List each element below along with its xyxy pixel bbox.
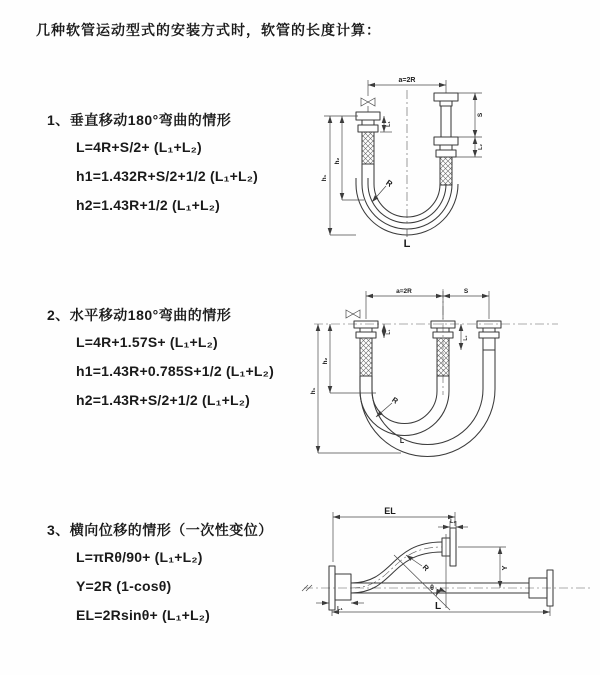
dim-label-S: S bbox=[463, 288, 469, 295]
length-label: L bbox=[403, 238, 411, 250]
angle-label: θ bbox=[430, 585, 434, 592]
dim-label-h2: h₂ bbox=[334, 157, 341, 165]
radius-leader bbox=[376, 395, 400, 417]
dimension-L2-fitting bbox=[475, 137, 484, 157]
dim-label-L1: L₁ bbox=[386, 329, 392, 335]
length-label-group bbox=[404, 229, 411, 250]
u-shaped-hoses bbox=[360, 350, 495, 457]
dimension-L bbox=[332, 601, 550, 616]
braided-hose-section bbox=[360, 338, 372, 376]
right-hose-fitting-two-positions bbox=[434, 93, 458, 185]
dim-label-h1: h₁ bbox=[310, 387, 317, 395]
dimension-h1 bbox=[310, 324, 401, 453]
valve-icon bbox=[361, 98, 375, 112]
dim-label-L2: L₂ bbox=[450, 519, 456, 525]
radius-label: R bbox=[390, 395, 400, 406]
section-1-formula-L: L=4R+S/2+ (L₁+L₂) bbox=[76, 139, 202, 155]
centerlines bbox=[314, 289, 558, 395]
section-3-formula-EL: EL=2Rsinθ+ (L₁+L₂) bbox=[76, 607, 211, 623]
section-1-formula-h1: h1=1.432R+S/2+1/2 (L₁+L₂) bbox=[76, 168, 258, 184]
dim-label-EL: EL bbox=[384, 506, 396, 516]
dim-label-S: S bbox=[477, 112, 484, 118]
dimension-h2 bbox=[334, 116, 364, 200]
dim-label-h1: h₁ bbox=[321, 174, 328, 182]
diagram-3-svg bbox=[298, 500, 598, 645]
radius-label: R bbox=[420, 562, 431, 573]
left-hose-fitting bbox=[356, 112, 380, 164]
radius-label: R bbox=[384, 178, 395, 189]
section-2-formula-L: L=4R+1.57S+ (L₁+L₂) bbox=[76, 334, 218, 350]
section-3-formula-L: L=πRθ/90+ (L₁+L₂) bbox=[76, 549, 203, 565]
dimension-h1 bbox=[321, 116, 358, 235]
diagram-horizontal-180-bend bbox=[306, 283, 566, 463]
dimension-S-stroke bbox=[443, 288, 489, 296]
raised-flange-displaced-position bbox=[442, 528, 456, 566]
dimension-L2-fitting bbox=[461, 324, 469, 350]
section-2-formula-h2: h2=1.43R+S/2+1/2 (L₁+L₂) bbox=[76, 392, 251, 408]
braided-hose-section bbox=[362, 132, 374, 164]
dimension-L1-fitting bbox=[384, 324, 392, 338]
diagram-1-svg bbox=[298, 66, 498, 256]
left-hose-fitting bbox=[354, 321, 378, 376]
length-label: L bbox=[399, 438, 405, 445]
radius-leader bbox=[372, 178, 394, 202]
section-2-heading: 2、水平移动180°弯曲的情形 bbox=[47, 307, 232, 323]
braided-hose-section bbox=[437, 338, 449, 376]
dim-label-L2: L₂ bbox=[463, 335, 469, 341]
section-1-heading: 1、垂直移动180°弯曲的情形 bbox=[47, 112, 232, 128]
dimension-EL bbox=[333, 506, 455, 562]
dimension-a2R bbox=[366, 288, 489, 319]
valve-icon bbox=[346, 310, 360, 318]
dim-label-L2: L₂ bbox=[478, 144, 484, 150]
dim-label-h2: h₂ bbox=[322, 357, 329, 365]
dim-label-a2R: a=2R bbox=[398, 77, 416, 84]
diagram-vertical-180-bend bbox=[298, 66, 498, 256]
section-3-formula-Y: Y=2R (1-cosθ) bbox=[76, 578, 172, 594]
length-label-group bbox=[400, 438, 405, 445]
dim-label-a2R: a=2R bbox=[396, 288, 412, 295]
dim-label-Y: Y bbox=[500, 565, 509, 571]
section-3-heading: 3、横向位移的情形（一次性变位） bbox=[47, 522, 273, 538]
diagram-2-svg bbox=[306, 283, 566, 463]
right-hose-fitting-moved-position bbox=[477, 321, 501, 350]
dim-label-L1: L₁ bbox=[337, 606, 343, 612]
dimension-L1-fitting bbox=[316, 603, 364, 612]
section-2-formula-h1: h1=1.43R+0.785S+1/2 (L₁+L₂) bbox=[76, 363, 274, 379]
dim-label-L: L bbox=[434, 601, 442, 612]
dimension-Y bbox=[458, 547, 509, 588]
page-title: 几种软管运动型式的安装方式时，软管的长度计算： bbox=[36, 22, 381, 38]
dimension-L1-fitting bbox=[380, 116, 392, 132]
dimension-L2-fitting bbox=[438, 519, 468, 531]
section-1-formula-h2: h2=1.43R+1/2 (L₁+L₂) bbox=[76, 197, 221, 213]
dim-label-L1: L₁ bbox=[386, 121, 392, 127]
braided-hose-section bbox=[440, 157, 452, 185]
diagram-lateral-displacement bbox=[298, 500, 598, 645]
